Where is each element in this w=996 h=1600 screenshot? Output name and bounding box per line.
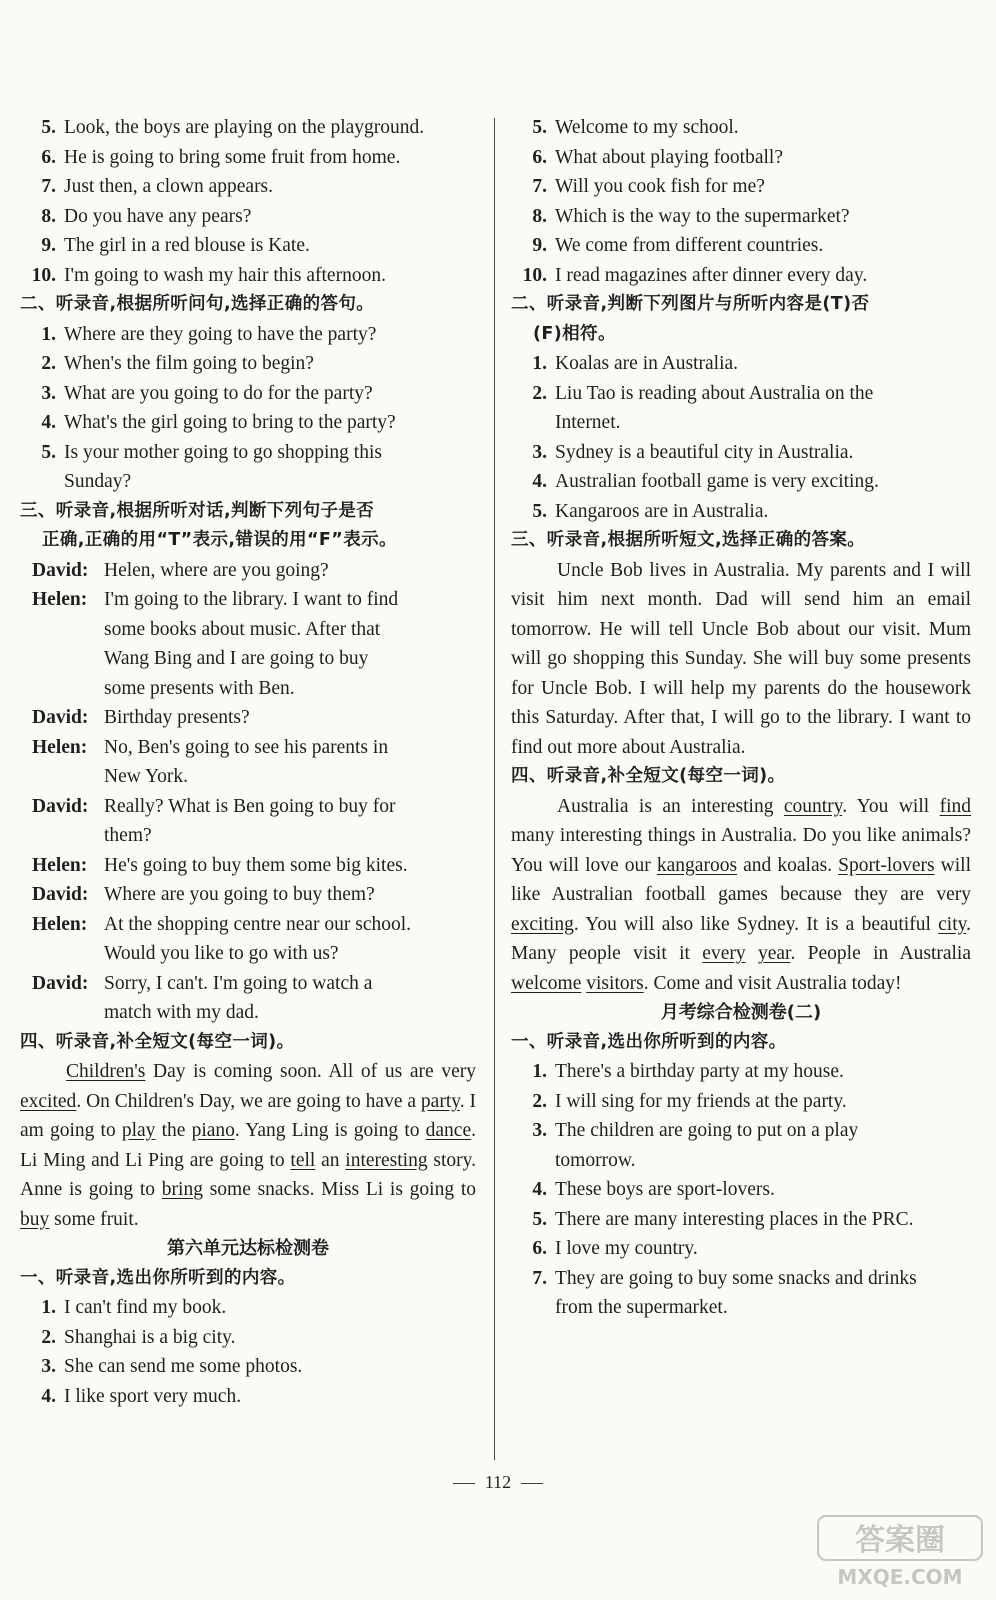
- page-footer: [0, 1472, 996, 1493]
- list-item: 9. We come from different countries.: [532, 235, 824, 256]
- list-item: 5. There are many interesting places in the PRC.: [532, 1208, 914, 1230]
- list-item: 6. What about playing football?: [532, 146, 783, 168]
- list-item: 7. Will you cook fish for me?: [532, 176, 765, 197]
- right-column: [511, 113, 971, 1323]
- list-item: 1. Where are they going to have the party?: [41, 323, 377, 345]
- column-divider: [494, 118, 495, 1460]
- list-item: 5. Is your mother going to go shopping this: [41, 441, 382, 463]
- footer-dash: [521, 1483, 543, 1484]
- cloze-passage: Australia is an interesting country. You will find many interesting things in Australia. Do you like animals? You will love our kangaroos and koalas. Sport-lovers will like Australian football games because they are very exciting. You will also like Sydney. It is a beautiful city. Many people visit it every year. People in Australia welcome visitors. Come and visit Australia today!: [511, 795, 972, 994]
- dialogue-turn: Helen : At the shopping centre near our school. Would you like to go with us?: [20, 910, 476, 969]
- list-item-continuation: Internet.: [555, 412, 621, 433]
- page-number: 112: [484, 1472, 512, 1492]
- list-item: 10. I'm going to wash my hair this afternoon.: [31, 264, 386, 286]
- left-column: [20, 113, 476, 1411]
- list-item: 9. The girl in a red blouse is Kate.: [41, 235, 310, 256]
- section-heading: 四、听录音,补全短文(每空一词)。: [20, 1031, 295, 1052]
- section-heading: 二、听录音,根据所听问句,选择正确的答句。: [20, 294, 375, 314]
- list-item: 2. I will sing for my friends at the party.: [532, 1090, 847, 1112]
- list-item: 3. Sydney is a beautiful city in Australia.: [532, 441, 854, 463]
- section-heading: 三、听录音,根据所听短文,选择正确的答案。: [511, 530, 866, 550]
- section-heading: 一、听录音,选出你所听到的内容。: [511, 1031, 787, 1052]
- dialogue-turn: Helen : No, Ben's going to see his parents in New York.: [20, 733, 476, 792]
- list-item: 10. I read magazines after dinner every day.: [522, 264, 868, 286]
- list-item-continuation: Sunday?: [64, 471, 132, 492]
- footer-dash: [453, 1483, 475, 1484]
- list-item: 5. Welcome to my school.: [532, 117, 739, 138]
- list-item: 1. I can't find my book.: [41, 1297, 227, 1318]
- watermark-text: 答案圈: [855, 1523, 945, 1558]
- dialogue-turn: David : Where are you going to buy them?: [20, 880, 476, 910]
- section-heading: 二、听录音,判断下列图片与所听内容是(T)否: [511, 294, 870, 314]
- dialogue-turn: David : Sorry, I can't. I'm going to watch a match with my dad.: [20, 969, 476, 1028]
- list-item: 4. These boys are sport-lovers.: [532, 1179, 775, 1200]
- list-item: 2. When's the film going to begin?: [41, 353, 314, 374]
- list-item: 3. She can send me some photos.: [41, 1356, 303, 1377]
- dialogue-turn: Helen : He's going to buy them some big kites.: [20, 851, 476, 881]
- list-item: 5. Look, the boys are playing on the playground.: [41, 117, 425, 138]
- left-items-a: [20, 113, 476, 290]
- dialogue-turn: Helen : I'm going to the library. I want to find some books about music. After that Wang Bing and I are going to buy some presents with Ben.: [20, 585, 476, 703]
- exam-title: 月考综合检测卷(二): [660, 1002, 822, 1023]
- section-heading: 三、听录音,根据所听对话,判断下列句子是否: [20, 500, 375, 521]
- list-item-continuation: from the supermarket.: [555, 1297, 728, 1318]
- watermark-logo: [814, 1512, 986, 1590]
- dialogue: [20, 556, 476, 1028]
- list-item: 7. Just then, a clown appears.: [41, 176, 274, 197]
- list-item: 4. What's the girl going to bring to the party?: [41, 412, 396, 433]
- cloze-passage: Children's Day is coming soon. All of us are very excited. On Children's Day, we are going to have a party. I am going to play the piano. Yang Ling is going to dance. Li Ming and Li Ping are going to tell an interesting story. Anne is going to bring some snacks. Miss Li is going to buy some fruit.: [20, 1061, 476, 1230]
- list-item: 1. Koalas are in Australia.: [532, 353, 739, 374]
- list-item: 4. I like sport very much.: [41, 1385, 242, 1407]
- list-item: 3. What are you going to do for the party?: [41, 382, 373, 404]
- list-item: 3. The children are going to put on a play: [532, 1120, 859, 1141]
- reading-passage: Uncle Bob lives in Australia. My parents and I will visit him next month. Dad will send him an email tomorrow. He will tell Uncle Bob about our visit. Mum will go shopping this Sunday. She will buy some presents for Uncle Bob. I will help my parents do the housework this Saturday. After that, I will go to the library. I want to find out more about Australia.: [511, 559, 971, 758]
- dialogue-turn: David : Helen, where are you going?: [20, 556, 476, 586]
- list-item-continuation: tomorrow.: [555, 1149, 636, 1171]
- list-item: 4. Australian football game is very exciting.: [532, 471, 879, 492]
- list-item: 6. He is going to bring some fruit from home.: [41, 146, 401, 168]
- dialogue-turn: David : Birthday presents?: [20, 703, 476, 733]
- list-item: 8. Do you have any pears?: [41, 205, 252, 227]
- section-heading: 四、听录音,补全短文(每空一词)。: [511, 766, 786, 786]
- section-heading: 一、听录音,选出你所听到的内容。: [20, 1267, 296, 1288]
- list-item: 1. There's a birthday party at my house.: [532, 1061, 844, 1082]
- list-item: 5. Kangaroos are in Australia.: [532, 500, 769, 522]
- watermark-url: MXQE.COM: [837, 1565, 963, 1589]
- dialogue-turn: David : Really? What is Ben going to buy for them?: [20, 792, 476, 851]
- unit-title: 第六单元达标检测卷: [167, 1238, 329, 1259]
- list-item: 7. They are going to buy some snacks and drinks: [532, 1267, 917, 1289]
- section-heading-cont: 正确,正确的用“T”表示,错误的用“F”表示。: [42, 530, 397, 550]
- section-heading-cont: (F)相符。: [533, 323, 616, 344]
- list-item: 8. Which is the way to the supermarket?: [532, 205, 850, 227]
- list-item: 2. Shanghai is a big city.: [41, 1326, 236, 1348]
- list-item: 2. Liu Tao is reading about Australia on the: [532, 382, 874, 404]
- list-item: 6. I love my country.: [532, 1238, 698, 1259]
